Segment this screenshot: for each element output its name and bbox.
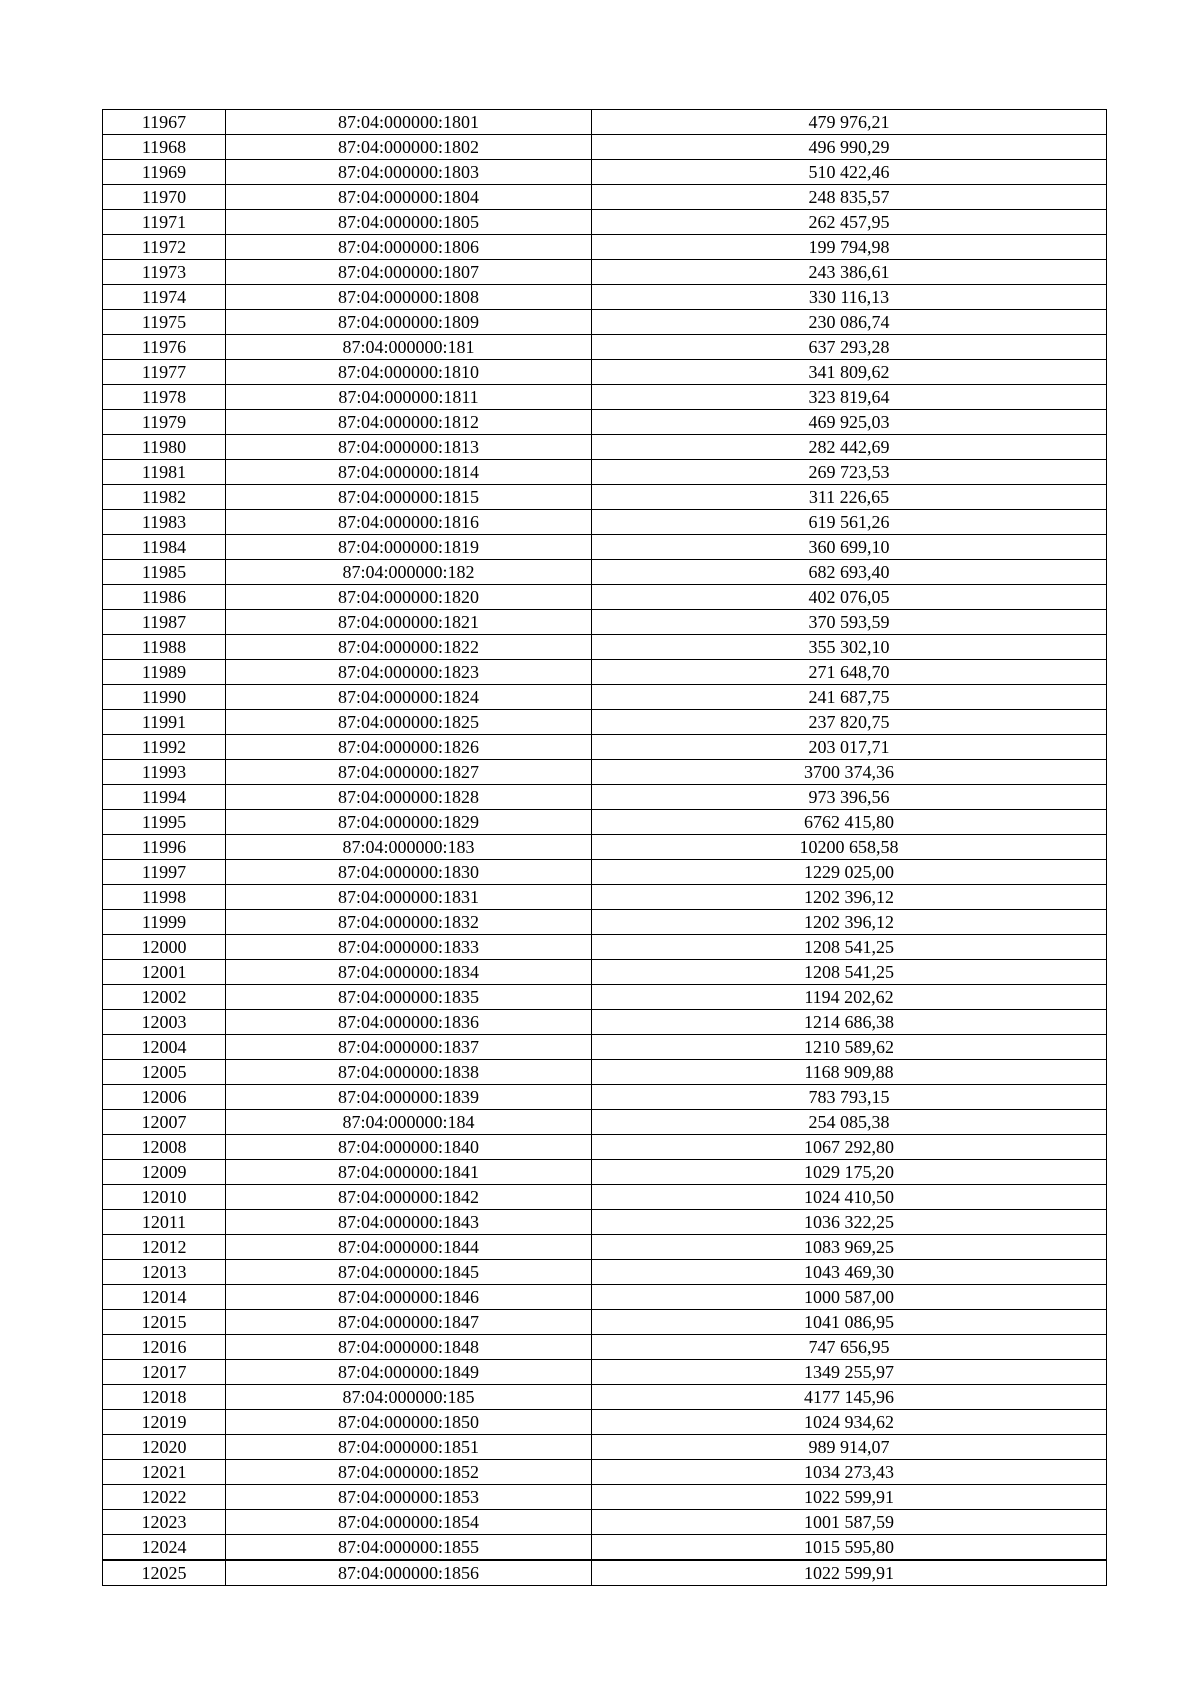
- table-row: [103, 1185, 1107, 1210]
- table-row: [103, 210, 1107, 235]
- row-number-cell: 12018: [103, 1385, 226, 1410]
- cadastral-number-cell: 87:04:000000:1801: [226, 110, 592, 135]
- table-row: [103, 1335, 1107, 1360]
- value-cell: 203 017,71: [592, 735, 1107, 760]
- table-row: [103, 860, 1107, 885]
- value-cell: 1000 587,00: [592, 1285, 1107, 1310]
- row-number-cell: 11980: [103, 435, 226, 460]
- row-number-cell: 11987: [103, 610, 226, 635]
- value-cell: 747 656,95: [592, 1335, 1107, 1360]
- table-row: [103, 1160, 1107, 1185]
- cadastral-number-cell: 87:04:000000:1842: [226, 1185, 592, 1210]
- value-cell: 1036 322,25: [592, 1210, 1107, 1235]
- table-row: [103, 460, 1107, 485]
- value-cell: 262 457,95: [592, 210, 1107, 235]
- table-row: [103, 160, 1107, 185]
- cadastral-number-cell: 87:04:000000:1836: [226, 1010, 592, 1035]
- value-cell: 3700 374,36: [592, 760, 1107, 785]
- row-number-cell: 11989: [103, 660, 226, 685]
- table-row: [103, 1385, 1107, 1410]
- value-cell: 1029 175,20: [592, 1160, 1107, 1185]
- row-number-cell: 12016: [103, 1335, 226, 1360]
- cadastral-number-cell: 87:04:000000:1808: [226, 285, 592, 310]
- value-cell: 510 422,46: [592, 160, 1107, 185]
- table-row: [103, 1235, 1107, 1260]
- row-number-cell: 12012: [103, 1235, 226, 1260]
- row-number-cell: 11973: [103, 260, 226, 285]
- cadastral-number-cell: 87:04:000000:184: [226, 1110, 592, 1135]
- cadastral-number-cell: 87:04:000000:1850: [226, 1410, 592, 1435]
- value-cell: 682 693,40: [592, 560, 1107, 585]
- row-number-cell: 11992: [103, 735, 226, 760]
- table-row: [103, 1560, 1107, 1586]
- cadastral-number-cell: 87:04:000000:1823: [226, 660, 592, 685]
- row-number-cell: 11970: [103, 185, 226, 210]
- row-number-cell: 11975: [103, 310, 226, 335]
- table-row: [103, 835, 1107, 860]
- table-row: [103, 1535, 1107, 1561]
- value-cell: 973 396,56: [592, 785, 1107, 810]
- table-row: [103, 760, 1107, 785]
- cadastral-number-cell: 87:04:000000:1848: [226, 1335, 592, 1360]
- table-row: [103, 435, 1107, 460]
- table-row: [103, 560, 1107, 585]
- table-row: [103, 1510, 1107, 1535]
- value-cell: 637 293,28: [592, 335, 1107, 360]
- value-cell: 989 914,07: [592, 1435, 1107, 1460]
- value-cell: 330 116,13: [592, 285, 1107, 310]
- row-number-cell: 11998: [103, 885, 226, 910]
- table-row: [103, 1360, 1107, 1385]
- table-row: [103, 1485, 1107, 1510]
- cadastral-number-cell: 87:04:000000:1825: [226, 710, 592, 735]
- table-row: [103, 335, 1107, 360]
- row-number-cell: 12005: [103, 1060, 226, 1085]
- row-number-cell: 12020: [103, 1435, 226, 1460]
- row-number-cell: 11969: [103, 160, 226, 185]
- cadastral-number-cell: 87:04:000000:1840: [226, 1135, 592, 1160]
- row-number-cell: 11997: [103, 860, 226, 885]
- table-row: [103, 285, 1107, 310]
- cadastral-number-cell: 87:04:000000:1835: [226, 985, 592, 1010]
- cadastral-number-cell: 87:04:000000:1855: [226, 1535, 592, 1561]
- value-cell: 360 699,10: [592, 535, 1107, 560]
- row-number-cell: 12000: [103, 935, 226, 960]
- cadastral-number-cell: 87:04:000000:1816: [226, 510, 592, 535]
- table-row: [103, 1135, 1107, 1160]
- cadastral-number-cell: 87:04:000000:1856: [226, 1560, 592, 1586]
- table-row: [103, 1085, 1107, 1110]
- value-cell: 1202 396,12: [592, 885, 1107, 910]
- value-cell: 1194 202,62: [592, 985, 1107, 1010]
- value-cell: 619 561,26: [592, 510, 1107, 535]
- cadastral-number-cell: 87:04:000000:1845: [226, 1260, 592, 1285]
- cadastral-number-cell: 87:04:000000:1854: [226, 1510, 592, 1535]
- table-row: [103, 1035, 1107, 1060]
- row-number-cell: 11974: [103, 285, 226, 310]
- row-number-cell: 11967: [103, 110, 226, 135]
- cadastral-number-cell: 87:04:000000:1827: [226, 760, 592, 785]
- table-row: [103, 510, 1107, 535]
- table-row: [103, 135, 1107, 160]
- cadastral-number-cell: 87:04:000000:1839: [226, 1085, 592, 1110]
- table-row: [103, 1435, 1107, 1460]
- cadastral-number-cell: 87:04:000000:1809: [226, 310, 592, 335]
- row-number-cell: 11983: [103, 510, 226, 535]
- cadastral-number-cell: 87:04:000000:1829: [226, 810, 592, 835]
- row-number-cell: 11982: [103, 485, 226, 510]
- cadastral-number-cell: 87:04:000000:1820: [226, 585, 592, 610]
- cadastral-number-cell: 87:04:000000:182: [226, 560, 592, 585]
- table-row: [103, 985, 1107, 1010]
- value-cell: 1015 595,80: [592, 1535, 1107, 1561]
- cadastral-number-cell: 87:04:000000:181: [226, 335, 592, 360]
- table-row: [103, 260, 1107, 285]
- table-row: [103, 810, 1107, 835]
- cadastral-number-cell: 87:04:000000:1812: [226, 410, 592, 435]
- cadastral-number-cell: 87:04:000000:1803: [226, 160, 592, 185]
- cadastral-number-cell: 87:04:000000:1804: [226, 185, 592, 210]
- row-number-cell: 12011: [103, 1210, 226, 1235]
- cadastral-number-cell: 87:04:000000:1853: [226, 1485, 592, 1510]
- value-cell: 6762 415,80: [592, 810, 1107, 835]
- row-number-cell: 12010: [103, 1185, 226, 1210]
- row-number-cell: 12008: [103, 1135, 226, 1160]
- value-cell: 241 687,75: [592, 685, 1107, 710]
- value-cell: 1208 541,25: [592, 960, 1107, 985]
- value-cell: 370 593,59: [592, 610, 1107, 635]
- table-row: [103, 360, 1107, 385]
- table-row: [103, 635, 1107, 660]
- row-number-cell: 11990: [103, 685, 226, 710]
- row-number-cell: 11984: [103, 535, 226, 560]
- cadastral-number-cell: 87:04:000000:1832: [226, 910, 592, 935]
- value-cell: 248 835,57: [592, 185, 1107, 210]
- cadastral-number-cell: 87:04:000000:1810: [226, 360, 592, 385]
- cadastral-number-cell: 87:04:000000:1841: [226, 1160, 592, 1185]
- row-number-cell: 12025: [103, 1560, 226, 1586]
- row-number-cell: 11993: [103, 760, 226, 785]
- row-number-cell: 11988: [103, 635, 226, 660]
- value-cell: 271 648,70: [592, 660, 1107, 685]
- table-row: [103, 1410, 1107, 1435]
- cadastral-number-cell: 87:04:000000:1807: [226, 260, 592, 285]
- value-cell: 1024 410,50: [592, 1185, 1107, 1210]
- cadastral-number-cell: 87:04:000000:183: [226, 835, 592, 860]
- table-row: [103, 710, 1107, 735]
- table-row: [103, 410, 1107, 435]
- table-row: [103, 735, 1107, 760]
- value-cell: 237 820,75: [592, 710, 1107, 735]
- value-cell: 282 442,69: [592, 435, 1107, 460]
- row-number-cell: 11977: [103, 360, 226, 385]
- value-cell: 1043 469,30: [592, 1260, 1107, 1285]
- cadastral-number-cell: 87:04:000000:1844: [226, 1235, 592, 1260]
- value-cell: 254 085,38: [592, 1110, 1107, 1135]
- value-cell: 1041 086,95: [592, 1310, 1107, 1335]
- cadastral-number-cell: 87:04:000000:1821: [226, 610, 592, 635]
- row-number-cell: 11991: [103, 710, 226, 735]
- row-number-cell: 11976: [103, 335, 226, 360]
- cadastral-number-cell: 87:04:000000:1815: [226, 485, 592, 510]
- value-cell: 1022 599,91: [592, 1560, 1107, 1586]
- row-number-cell: 12024: [103, 1535, 226, 1561]
- value-cell: 1034 273,43: [592, 1460, 1107, 1485]
- row-number-cell: 11968: [103, 135, 226, 160]
- value-cell: 323 819,64: [592, 385, 1107, 410]
- value-cell: 469 925,03: [592, 410, 1107, 435]
- row-number-cell: 12007: [103, 1110, 226, 1135]
- cadastral-number-cell: 87:04:000000:1837: [226, 1035, 592, 1060]
- value-cell: 783 793,15: [592, 1085, 1107, 1110]
- table-row: [103, 185, 1107, 210]
- cadastral-number-cell: 87:04:000000:1838: [226, 1060, 592, 1085]
- cadastral-number-cell: 87:04:000000:1849: [226, 1360, 592, 1385]
- value-cell: 1067 292,80: [592, 1135, 1107, 1160]
- cadastral-number-cell: 87:04:000000:1834: [226, 960, 592, 985]
- value-cell: 1349 255,97: [592, 1360, 1107, 1385]
- value-cell: 1214 686,38: [592, 1010, 1107, 1035]
- table-body: [103, 110, 1107, 1586]
- cadastral-number-cell: 87:04:000000:1843: [226, 1210, 592, 1235]
- row-number-cell: 12019: [103, 1410, 226, 1435]
- table-row: [103, 1460, 1107, 1485]
- value-cell: 341 809,62: [592, 360, 1107, 385]
- value-cell: 4177 145,96: [592, 1385, 1107, 1410]
- table-row: [103, 885, 1107, 910]
- row-number-cell: 11978: [103, 385, 226, 410]
- table-row: [103, 685, 1107, 710]
- table-row: [103, 1060, 1107, 1085]
- cadastral-number-cell: 87:04:000000:1813: [226, 435, 592, 460]
- row-number-cell: 11994: [103, 785, 226, 810]
- table-row: [103, 610, 1107, 635]
- value-cell: 10200 658,58: [592, 835, 1107, 860]
- row-number-cell: 11971: [103, 210, 226, 235]
- row-number-cell: 11995: [103, 810, 226, 835]
- value-cell: 1001 587,59: [592, 1510, 1107, 1535]
- row-number-cell: 11986: [103, 585, 226, 610]
- row-number-cell: 12002: [103, 985, 226, 1010]
- value-cell: 1202 396,12: [592, 910, 1107, 935]
- cadastral-number-cell: 87:04:000000:1831: [226, 885, 592, 910]
- value-cell: 199 794,98: [592, 235, 1107, 260]
- cadastral-number-cell: 87:04:000000:1852: [226, 1460, 592, 1485]
- value-cell: 1022 599,91: [592, 1485, 1107, 1510]
- row-number-cell: 12004: [103, 1035, 226, 1060]
- value-cell: 1083 969,25: [592, 1235, 1107, 1260]
- cadastral-number-cell: 87:04:000000:1811: [226, 385, 592, 410]
- row-number-cell: 12023: [103, 1510, 226, 1535]
- table-row: [103, 485, 1107, 510]
- table-row: [103, 1010, 1107, 1035]
- row-number-cell: 11999: [103, 910, 226, 935]
- cadastral-number-cell: 87:04:000000:1805: [226, 210, 592, 235]
- row-number-cell: 12021: [103, 1460, 226, 1485]
- table-row: [103, 385, 1107, 410]
- table-row: [103, 310, 1107, 335]
- row-number-cell: 11981: [103, 460, 226, 485]
- row-number-cell: 12017: [103, 1360, 226, 1385]
- value-cell: 1024 934,62: [592, 1410, 1107, 1435]
- row-number-cell: 12003: [103, 1010, 226, 1035]
- table-row: [103, 1210, 1107, 1235]
- cadastral-number-cell: 87:04:000000:1847: [226, 1310, 592, 1335]
- cadastral-number-cell: 87:04:000000:1819: [226, 535, 592, 560]
- value-cell: 496 990,29: [592, 135, 1107, 160]
- cadastral-number-cell: 87:04:000000:1824: [226, 685, 592, 710]
- row-number-cell: 12015: [103, 1310, 226, 1335]
- value-cell: 355 302,10: [592, 635, 1107, 660]
- table-row: [103, 785, 1107, 810]
- row-number-cell: 11979: [103, 410, 226, 435]
- cadastral-number-cell: 87:04:000000:1802: [226, 135, 592, 160]
- cadastral-number-cell: 87:04:000000:185: [226, 1385, 592, 1410]
- table-row: [103, 535, 1107, 560]
- value-cell: 1210 589,62: [592, 1035, 1107, 1060]
- cadastral-number-cell: 87:04:000000:1814: [226, 460, 592, 485]
- row-number-cell: 12009: [103, 1160, 226, 1185]
- value-cell: 1229 025,00: [592, 860, 1107, 885]
- row-number-cell: 12006: [103, 1085, 226, 1110]
- value-cell: 311 226,65: [592, 485, 1107, 510]
- row-number-cell: 11996: [103, 835, 226, 860]
- row-number-cell: 12014: [103, 1285, 226, 1310]
- cadastral-number-cell: 87:04:000000:1830: [226, 860, 592, 885]
- table-row: [103, 660, 1107, 685]
- cadastral-number-cell: 87:04:000000:1828: [226, 785, 592, 810]
- value-cell: 230 086,74: [592, 310, 1107, 335]
- table-row: [103, 235, 1107, 260]
- cadastral-value-table: [102, 109, 1107, 1586]
- value-cell: 1168 909,88: [592, 1060, 1107, 1085]
- value-cell: 1208 541,25: [592, 935, 1107, 960]
- cadastral-number-cell: 87:04:000000:1822: [226, 635, 592, 660]
- table-row: [103, 935, 1107, 960]
- row-number-cell: 11985: [103, 560, 226, 585]
- value-cell: 269 723,53: [592, 460, 1107, 485]
- value-cell: 402 076,05: [592, 585, 1107, 610]
- table-row: [103, 1260, 1107, 1285]
- cadastral-number-cell: 87:04:000000:1851: [226, 1435, 592, 1460]
- cadastral-number-cell: 87:04:000000:1833: [226, 935, 592, 960]
- table-row: [103, 1110, 1107, 1135]
- row-number-cell: 11972: [103, 235, 226, 260]
- table-row: [103, 585, 1107, 610]
- table-row: [103, 110, 1107, 135]
- cadastral-number-cell: 87:04:000000:1826: [226, 735, 592, 760]
- table-row: [103, 960, 1107, 985]
- table-row: [103, 1285, 1107, 1310]
- row-number-cell: 12001: [103, 960, 226, 985]
- table-row: [103, 910, 1107, 935]
- value-cell: 479 976,21: [592, 110, 1107, 135]
- row-number-cell: 12013: [103, 1260, 226, 1285]
- row-number-cell: 12022: [103, 1485, 226, 1510]
- cadastral-number-cell: 87:04:000000:1846: [226, 1285, 592, 1310]
- table-row: [103, 1310, 1107, 1335]
- value-cell: 243 386,61: [592, 260, 1107, 285]
- cadastral-number-cell: 87:04:000000:1806: [226, 235, 592, 260]
